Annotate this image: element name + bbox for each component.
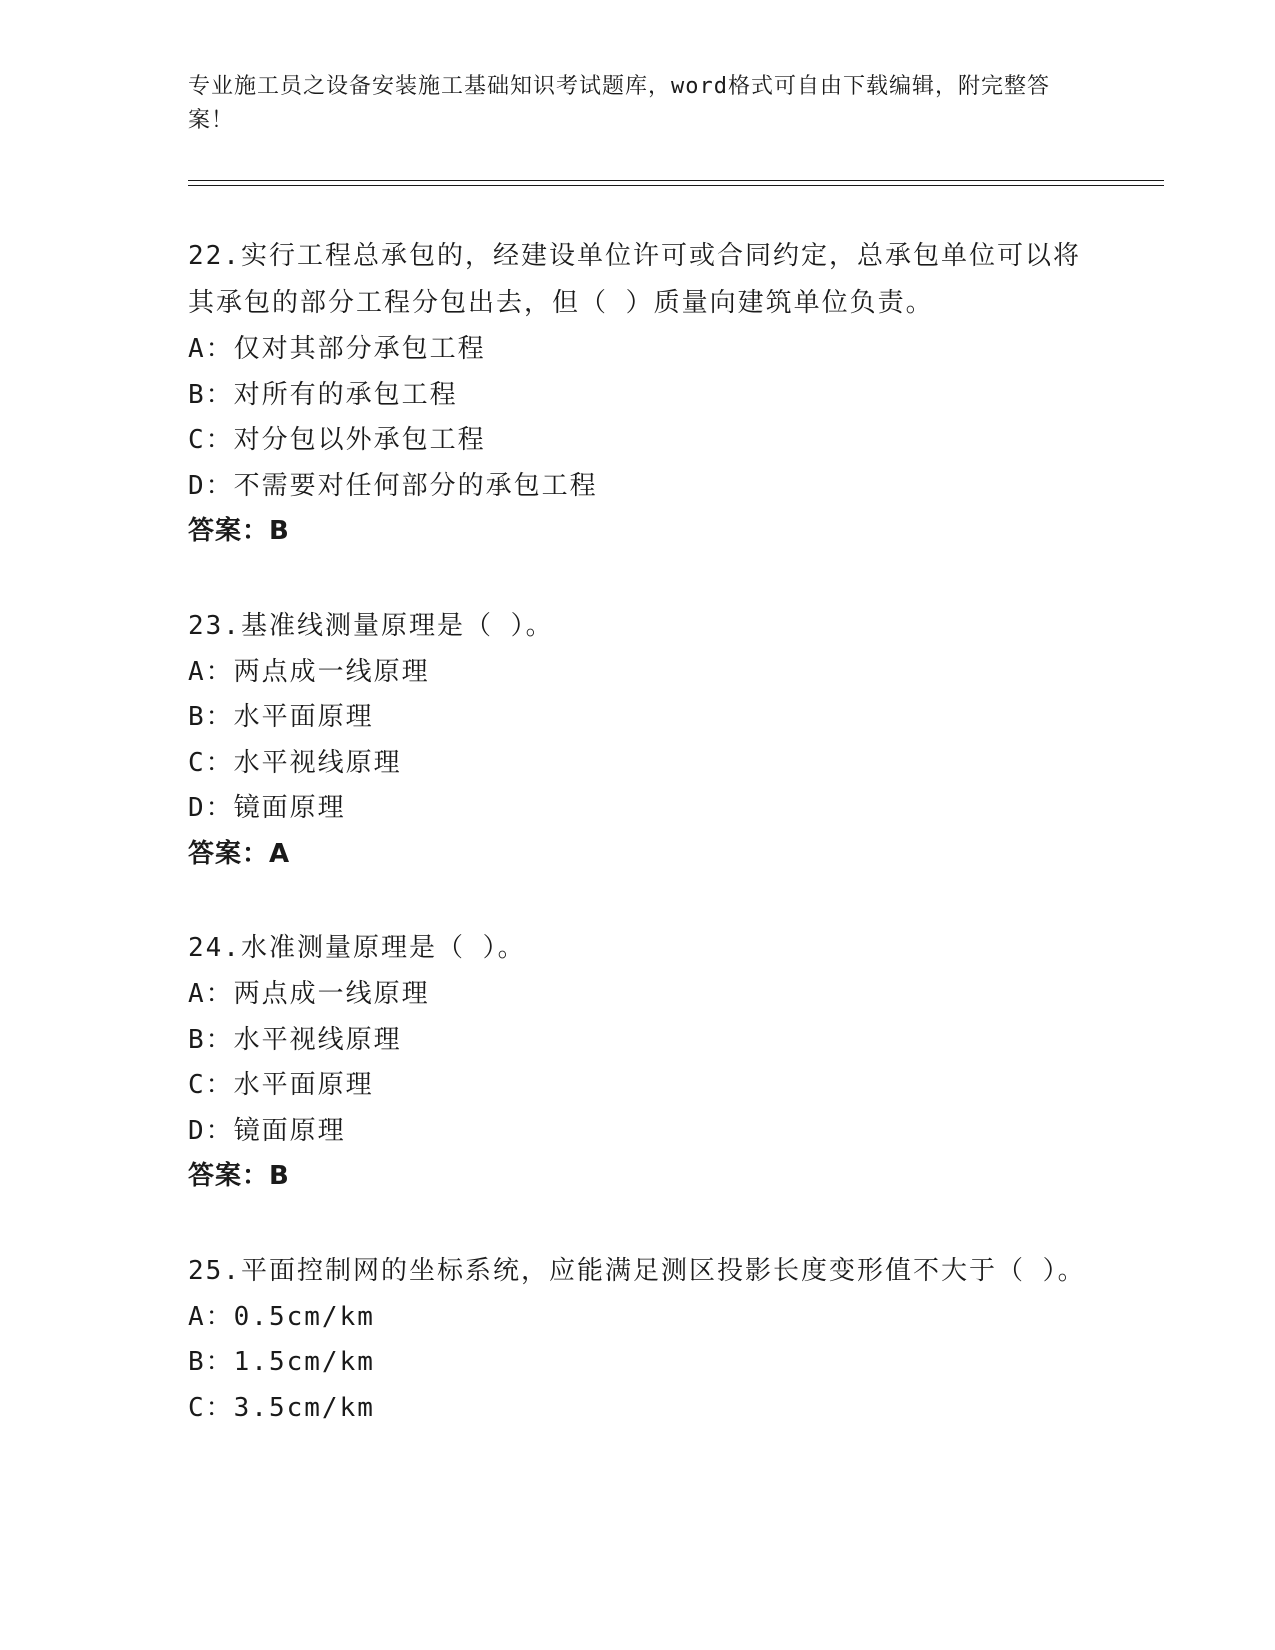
- answer: 答案：B: [188, 516, 290, 546]
- option-b: B：水平视线原理: [188, 1024, 402, 1055]
- option-b: B：对所有的承包工程: [188, 379, 458, 410]
- header-divider-top: [188, 180, 1164, 181]
- option-d: D：不需要对任何部分的承包工程: [188, 470, 598, 501]
- option-a: A：两点成一线原理: [188, 656, 430, 687]
- question-list: [188, 233, 1088, 1479]
- header-divider-bottom: [188, 185, 1164, 186]
- option-a: A：仅对其部分承包工程: [188, 334, 486, 364]
- option-a: A：两点成一线原理: [188, 979, 430, 1009]
- question-25: [188, 1248, 1088, 1432]
- option-d: D：镜面原理: [188, 793, 346, 823]
- answer: 答案：B: [188, 1161, 290, 1191]
- answer: 答案：A: [188, 838, 291, 869]
- question-stem: 22.实行工程总承包的，经建设单位许可或合同约定，总承包单位可以将其承包的部分工程分包出去，但（ ）质量向建筑单位负责。: [188, 241, 1081, 318]
- question-stem: 23.基准线测量原理是（ ）。: [188, 610, 554, 641]
- option-c: C：3.5cm/km: [188, 1392, 375, 1423]
- document-header: 专业施工员之设备安装施工基础知识考试题库，word格式可自由下载编辑，附完整答案！: [188, 74, 1050, 133]
- option-d: D：镜面原理: [188, 1115, 346, 1146]
- question-stem: 24.水准测量原理是（ ）。: [188, 933, 526, 963]
- option-c: C：水平视线原理: [188, 747, 402, 778]
- option-b: B：水平面原理: [188, 702, 374, 732]
- option-c: C：水平面原理: [188, 1070, 374, 1100]
- option-a: A：0.5cm/km: [188, 1301, 375, 1332]
- question-22: [188, 233, 1088, 555]
- question-stem: 25.平面控制网的坐标系统，应能满足测区投影长度变形值不大于（ ）。: [188, 1255, 1086, 1286]
- option-c: C：对分包以外承包工程: [188, 425, 486, 455]
- option-b: B：1.5cm/km: [188, 1347, 375, 1377]
- question-24: [188, 925, 1088, 1200]
- question-23: [188, 603, 1088, 878]
